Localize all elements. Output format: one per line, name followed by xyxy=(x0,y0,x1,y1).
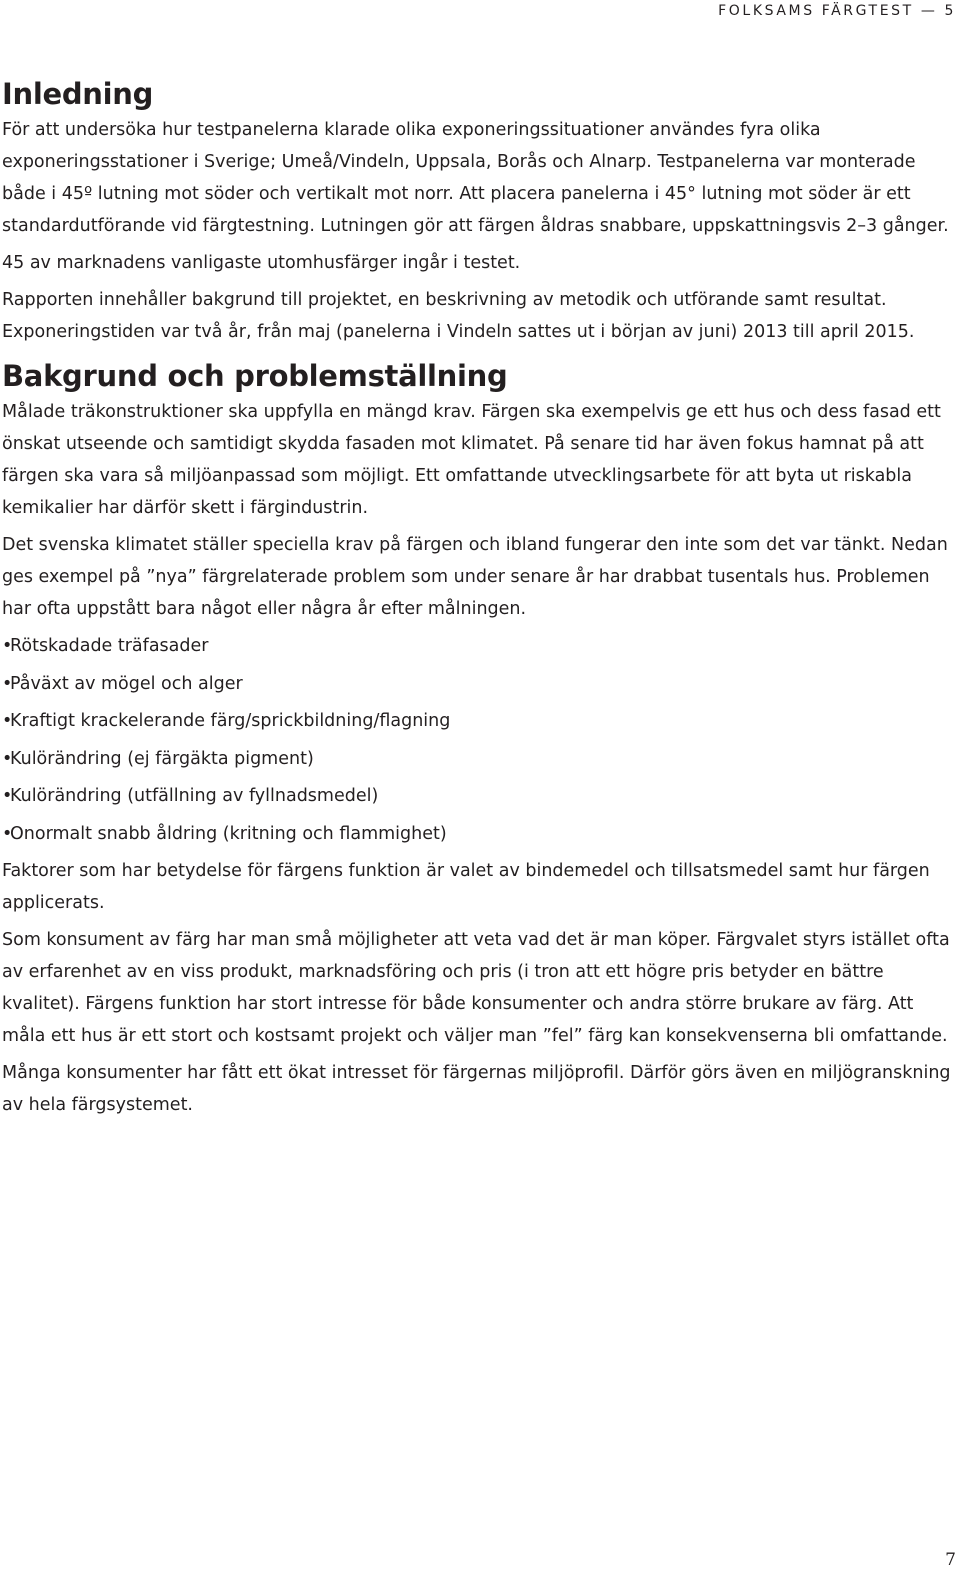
paragraph: Som konsument av färg har man små möjligheter att veta vad det är man köper. Färgvalet styrs istället ofta av erfarenhet av en viss produkt, marknadsföring och pris (i tron att ett högre pris betyder en bättre kvalitet). Färgens funktion har stort intresse för både konsumenter och andra större brukare av färg. Att måla ett hus är ett stort och kostsamt projekt och väljer man ”fel” färg kan konsekvenserna bli omfattande. xyxy=(2,930,950,1046)
list-item-text: Rötskadade träfasader xyxy=(10,636,209,656)
list-item-text: Onormalt snabb åldring (kritning och flammighet) xyxy=(10,823,447,844)
list-item-text: Kulörändring (utfällning av fyllnadsmedel) xyxy=(10,786,379,806)
list-item-text: Påväxt av mögel och alger xyxy=(10,673,243,694)
paragraph: Det svenska klimatet ställer speciella krav på färgen och ibland fungerar den inte som det var tänkt. Nedan ges exempel på ”nya” färgrelaterade problem som under senare år har drabbat tusentals hus. Problemen har ofta uppstått bara något eller några år efter målningen. xyxy=(2,535,948,619)
bullet-icon: • xyxy=(2,786,13,806)
paragraph: För att undersöka hur testpanelerna klarade olika exponeringssituationer användes fyra olika exponeringsstationer i Sverige; Umeå/Vindeln, Uppsala, Borås och Alnarp. Testpanelerna var monterade både i 45º lutning mot söder och vertikalt mot norr. Att placera panelerna i 45° lutning mot söder är ett standardutförande vid färgtestning. Lutningen gör att färgen åldras snabbare, uppskattningsvis 2–3 gånger. xyxy=(2,120,949,236)
bullet-icon: • xyxy=(2,636,13,656)
paragraph: Rapporten innehåller bakgrund till projektet, en beskrivning av metodik och utförande samt resultat. Exponeringstiden var två år, från maj (panelerna i Vindeln sattes ut i början av juni) 2013 till april 2015. xyxy=(2,290,915,342)
running-header: FOLKSAMS FÄRGTEST — 5 xyxy=(718,3,956,19)
section-heading-bakgrund: Bakgrund och problemställning xyxy=(2,359,508,393)
bullet-icon: • xyxy=(2,673,13,694)
paragraph: Målade träkonstruktioner ska uppfylla en mängd krav. Färgen ska exempelvis ge ett hus och dess fasad ett önskat utseende och samtidigt skydda fasaden mot klimatet. På senare tid har även fokus hamnat på att färgen ska vara så miljöanpassad som möjligt. Ett omfattande utvecklingsarbete för att byta ut riskabla kemikalier har därför skett i färgindustrin. xyxy=(2,402,941,518)
paragraph: Faktorer som har betydelse för färgens funktion är valet av bindemedel och tillsatsmedel samt hur färgen applicerats. xyxy=(2,861,930,913)
list-item xyxy=(2,818,957,850)
bullet-icon: • xyxy=(2,823,13,844)
list-item xyxy=(2,705,957,737)
list-item xyxy=(2,630,957,662)
page-content xyxy=(2,74,957,1126)
list-item xyxy=(2,668,957,700)
bullet-icon: • xyxy=(2,711,13,731)
list-item xyxy=(2,743,957,775)
list-item-text: Kulörändring (ej färgäkta pigment) xyxy=(10,748,314,769)
list-item xyxy=(2,780,957,812)
bullet-icon: • xyxy=(2,748,13,769)
paragraph: 45 av marknadens vanligaste utomhusfärger ingår i testet. xyxy=(2,253,521,273)
list-item-text: Kraftigt krackelerande färg/sprickbildning/flagning xyxy=(10,711,451,731)
problem-list xyxy=(2,630,957,850)
page-number: 7 xyxy=(945,1550,956,1570)
section-heading-inledning: Inledning xyxy=(2,77,154,111)
paragraph: Många konsumenter har fått ett ökat intresset för färgernas miljöprofil. Därför görs även en miljögranskning av hela färgsystemet. xyxy=(2,1063,951,1115)
